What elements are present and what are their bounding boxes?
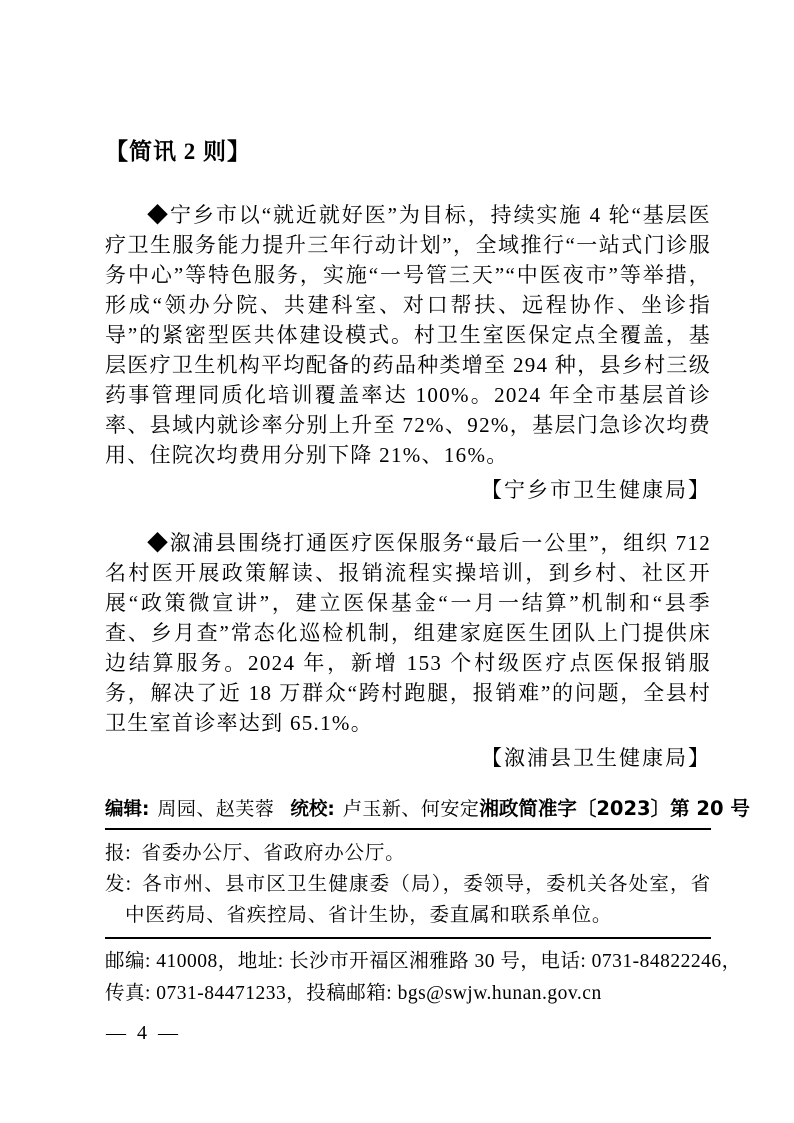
proofreader-names: 卢玉新、何安定 <box>342 799 480 820</box>
report-recipients: 省委办公厅、省政府办公厅。 <box>141 843 406 864</box>
contact-block <box>105 946 742 1010</box>
brief-1-paragraph: ◆宁乡市以“就近就好医”为目标，持续实施 4 轮“基层医疗卫生服务能力提升三年行动计划”，全域推行“一站式门诊服务中心”等特色服务，实施“一号管三天”“中医夜市”等举措，形成“领办分院、共建科室、对口帮扶、远程协作、坐诊指导”的紧密型医共体建设模式。村卫生室医保定点全覆盖，基层医疗卫生机构平均配备的药品种类增至 294 种，县乡村三级药事管理同质化培训覆盖率达 100%。2024 年全市基层首诊率、县域内就诊率分别上升至 72%、92%，基层门急诊次均费用、住院次均费用分别下降 21%、16%。 <box>105 203 711 467</box>
report-label: 报: <box>105 843 132 864</box>
divider-rule-bottom <box>105 937 711 939</box>
editor-label: 编辑: <box>105 799 150 820</box>
contact-line-2: 传真: 0731-84471233，投稿邮箱: bgs@swjw.hunan.gov.cn <box>105 983 602 1004</box>
section-header: 【简讯 2 则】 <box>105 139 251 164</box>
proofreader-label: 统校: <box>290 799 335 820</box>
divider-rule-top <box>105 828 711 830</box>
contact-line-1: 邮编: 410008，地址: 长沙市开福区湘雅路 30 号，电话: 0731-84822246， <box>105 951 742 972</box>
doc-number: 湘政简准字〔2023〕第 20 号 <box>479 797 750 820</box>
editor-names: 周园、赵芙蓉 <box>157 799 275 820</box>
send-to-row <box>105 869 711 931</box>
document-content <box>105 0 750 1010</box>
report-to-row <box>105 838 711 869</box>
send-recipients: 各市州、县市区卫生健康委（局），委领导，委机关各处室，省中医药局、省疾控局、省计生协，委直属和联系单位。 <box>125 874 711 926</box>
editor-row <box>105 796 750 822</box>
send-label: 发: <box>105 874 132 895</box>
brief-2-paragraph: ◆溆浦县围绕打通医疗医保服务“最后一公里”，组织 712 名村医开展政策解读、报销流程实操培训，到乡村、社区开展“政策微宣讲”，建立医保基金“一月一结算”机制和“县季查、乡月查”常态化巡检机制，组建家庭医生团队上门提供床边结算服务。2024 年，新增 153 个村级医疗点医保报销服务，解决了近 18 万群众“跨村跑腿，报销难”的问题，全县村卫生室首诊率达到 65.1%。 <box>105 531 711 735</box>
page-number: — 4 — <box>106 1022 181 1044</box>
brief-2-attribution: 【溆浦县卫生健康局】 <box>481 746 711 770</box>
footer-block <box>105 796 750 1010</box>
brief-1-attribution: 【宁乡市卫生健康局】 <box>481 478 711 502</box>
